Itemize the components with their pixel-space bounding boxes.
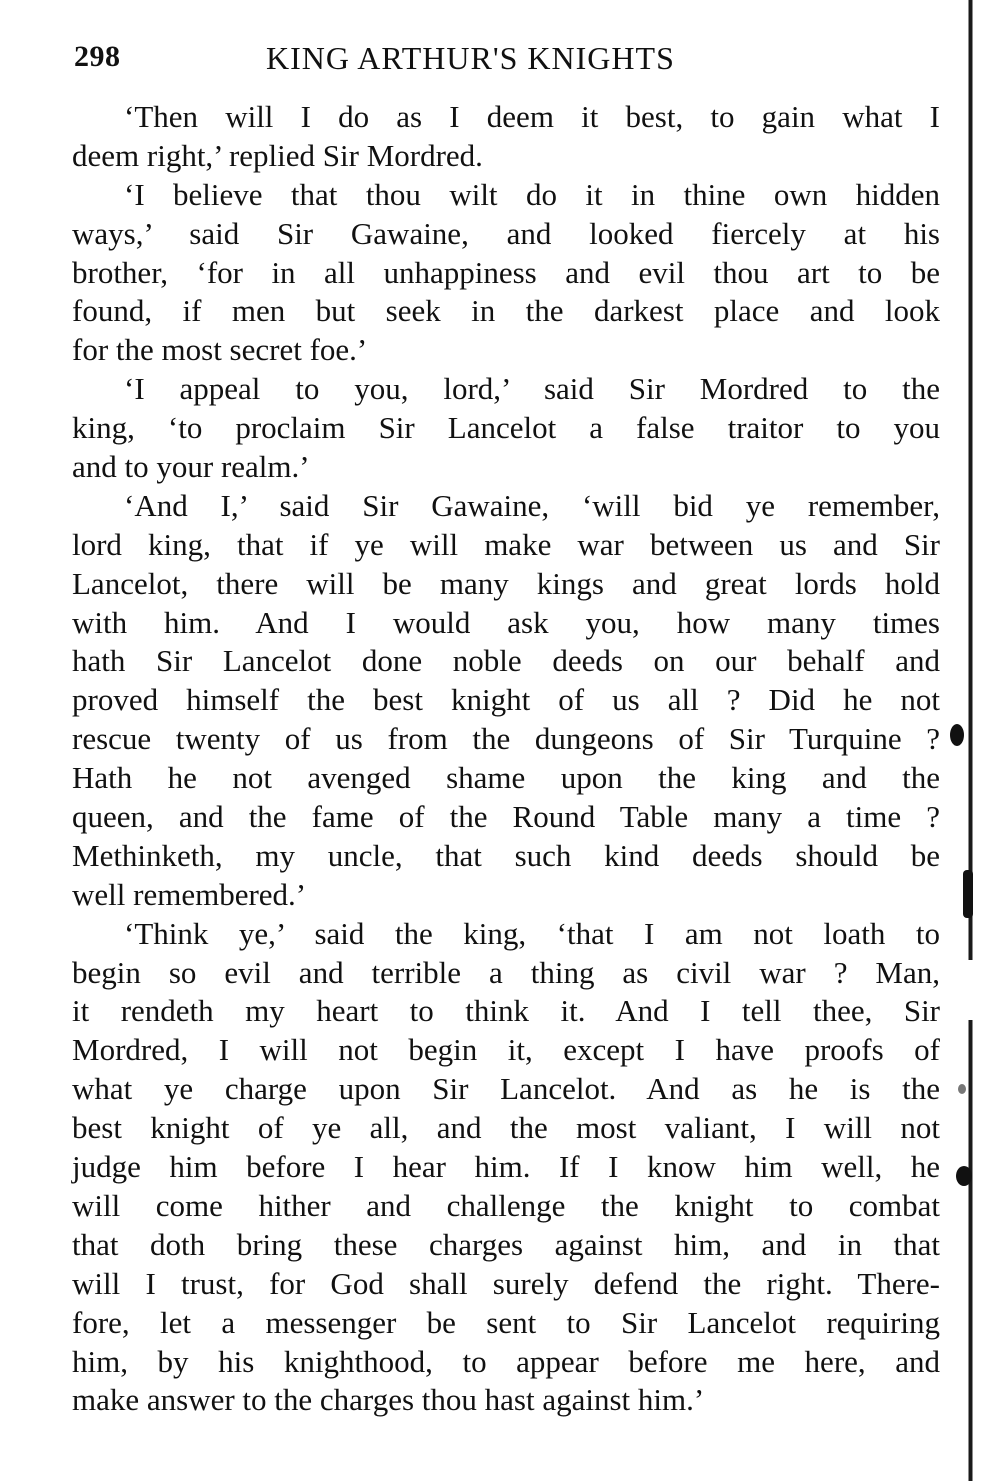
text-line: found, if men but seek in the darkest place and look: [72, 293, 940, 329]
text-line: Lancelot, there will be many kings and great lords hold: [72, 565, 940, 601]
text-line: him, by his knighthood, to appear before me here, and: [72, 1343, 940, 1379]
text-line: well remembered.’: [72, 876, 307, 912]
page-number: 298: [74, 40, 121, 73]
text-line: proved himself the best knight of us all ? Did he not: [72, 682, 940, 718]
ink-blot: [950, 724, 964, 746]
text-line: judge him before I hear him. If I know him well, he: [72, 1149, 940, 1185]
text-line: ‘I believe that thou wilt do it in thine own hidden: [124, 176, 940, 212]
text-line: ‘Think ye,’ said the king, ‘that I am not loath to: [124, 915, 940, 951]
text-line: and to your realm.’: [72, 449, 310, 485]
text-line: king, ‘to proclaim Sir Lancelot a false traitor to you: [72, 410, 940, 446]
text-line: Hath he not avenged shame upon the king and the: [72, 760, 940, 796]
text-line: it rendeth my heart to think it. And I tell thee, Sir: [72, 993, 940, 1029]
text-line: ‘Then will I do as I deem it best, to gain what I: [124, 99, 940, 134]
body-text: [72, 98, 940, 1420]
text-line: rescue twenty of us from the dungeons of Sir Turquine ?: [72, 721, 940, 757]
text-line: what ye charge upon Sir Lancelot. And as he is the: [72, 1071, 940, 1107]
text-line: with him. And I would ask you, how many times: [72, 604, 940, 640]
text-line: make answer to the charges thou hast against him.’: [72, 1382, 705, 1418]
ink-speck: [958, 1084, 966, 1094]
ink-blot: [963, 870, 973, 918]
text-line: hath Sir Lancelot done noble deeds on our behalf and: [72, 643, 940, 679]
text-line: best knight of ye all, and the most valiant, I will not: [72, 1110, 940, 1146]
text-line: will I trust, for God shall surely defend the right. There-: [72, 1265, 940, 1301]
text-line: will come hither and challenge the knight to combat: [72, 1187, 940, 1223]
text-line: lord king, that if ye will make war between us and Sir: [72, 526, 940, 562]
text-line: Methinketh, my uncle, that such kind deeds should be: [72, 837, 940, 873]
text-line: Mordred, I will not begin it, except I have proofs of: [72, 1032, 940, 1068]
ink-blot: [956, 1166, 972, 1186]
page-edge-gap: [960, 960, 980, 1020]
text-line: fore, let a messenger be sent to Sir Lancelot requiring: [72, 1304, 940, 1340]
text-line: queen, and the fame of the Round Table many a time ?: [72, 799, 940, 835]
text-line: begin so evil and terrible a thing as civil war ? Man,: [72, 954, 940, 990]
page-edge-shadow: [968, 0, 974, 1481]
page-header: [74, 40, 774, 80]
text-line: deem right,’ replied Sir Mordred.: [72, 137, 483, 173]
text-line: that doth bring these charges against him, and in that: [72, 1226, 940, 1262]
running-head: KING ARTHUR'S KNIGHTS: [266, 40, 675, 76]
text-line: ‘And I,’ said Sir Gawaine, ‘will bid ye remember,: [124, 487, 940, 523]
text-line: ‘I appeal to you, lord,’ said Sir Mordred to the: [124, 371, 940, 407]
text-line: ways,’ said Sir Gawaine, and looked fiercely at his: [72, 215, 940, 251]
text-line: for the most secret foe.’: [72, 332, 368, 368]
text-line: brother, ‘for in all unhappiness and evil thou art to be: [72, 254, 940, 290]
